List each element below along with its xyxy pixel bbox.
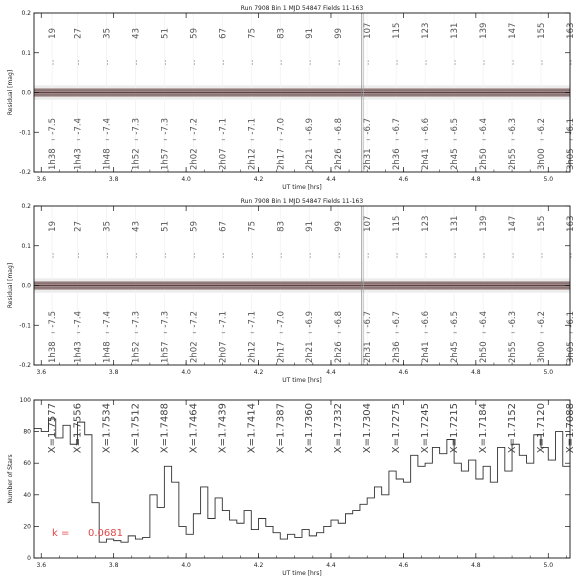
ra-label: 2h45 [450, 341, 461, 364]
dec-label: -7.2 [189, 117, 200, 135]
ra-label: 2h21 [305, 148, 316, 171]
dec-label: -6.8 [334, 310, 345, 328]
field-label-separator: : [77, 57, 80, 67]
airmass-label: X=1.7577 [47, 403, 59, 454]
x-tick-label: 5.0 [543, 369, 554, 376]
field-label: 59 [189, 221, 200, 232]
field-label-separator: : [51, 250, 55, 260]
ra-label: 2h17 [276, 341, 287, 364]
field-label-separator: : [395, 250, 399, 260]
field-label: 147 [508, 215, 519, 232]
x-tick-label: 3.8 [108, 562, 119, 569]
field-label: 19 [48, 221, 59, 232]
ra-label: 3h05 [566, 148, 576, 171]
ra-dec-separator: – [163, 135, 168, 145]
dec-label: -7.4 [73, 117, 84, 135]
y-tick-label: 0.1 [21, 49, 31, 57]
ra-label: 2h07 [218, 148, 229, 171]
field-label-separator: : [511, 250, 515, 260]
dec-label: -6.9 [305, 310, 316, 328]
y-tick-label: 40 [23, 491, 31, 499]
airmass-label: X=1.7387 [275, 403, 287, 454]
dec-label: -7.1 [218, 117, 229, 135]
ra-dec-separator: – [453, 328, 458, 338]
ra-label: 2h31 [363, 148, 374, 171]
y-axis-label: Residual [mag] [7, 262, 14, 309]
field-label: 27 [73, 221, 84, 232]
airmass-label: X=1.7332 [333, 403, 345, 454]
ra-label: 1h38 [48, 148, 59, 171]
chart-panel-2 [7, 198, 576, 384]
dec-label: -6.5 [450, 117, 461, 135]
x-tick-label: 5.0 [543, 176, 554, 183]
field-label: 131 [450, 22, 461, 39]
ra-label: 2h36 [392, 341, 403, 364]
ra-label: 2h31 [363, 341, 374, 364]
ra-label: 1h43 [73, 148, 84, 171]
airmass-label: X=1.7275 [391, 403, 403, 454]
field-label-separator: : [221, 57, 225, 67]
y-tick-label: 60 [23, 460, 31, 468]
dec-label: -6.7 [363, 310, 374, 328]
ra-dec-separator: – [51, 135, 56, 145]
ra-label: 2h55 [508, 148, 519, 171]
dec-label: -7.3 [131, 310, 142, 328]
dec-label: -7.1 [247, 310, 258, 328]
field-label-separator: : [424, 250, 428, 260]
chart-panel-1 [7, 5, 576, 191]
ra-dec-separator: – [76, 328, 81, 338]
ra-label: 2h50 [479, 341, 490, 364]
field-label-separator: : [51, 57, 55, 67]
field-label-separator: : [164, 57, 167, 67]
x-tick-label: 3.6 [36, 369, 47, 376]
star-count-series [34, 419, 570, 542]
field-label-separator: : [453, 57, 457, 67]
x-tick-label: 4.6 [398, 369, 409, 376]
field-label-separator: : [453, 250, 457, 260]
ra-dec-separator: – [105, 328, 110, 338]
dec-label: -6.1 [566, 117, 576, 135]
dec-label: -6.3 [508, 310, 519, 328]
ra-dec-separator: – [453, 135, 458, 145]
field-label: 35 [102, 221, 113, 232]
x-tick-label: 4.8 [471, 176, 481, 183]
field-label: 131 [450, 215, 461, 232]
y-tick-label: -0.2 [19, 169, 31, 176]
y-tick-label: -0.1 [19, 129, 31, 137]
y-tick-label: 0.0 [21, 282, 31, 290]
x-tick-label: 4.0 [181, 369, 191, 376]
ra-dec-separator: – [366, 328, 371, 338]
ra-dec-separator: – [569, 328, 573, 338]
dec-label: -7.3 [160, 117, 171, 135]
dec-label: -7.4 [102, 117, 113, 135]
ra-dec-separator: – [308, 135, 313, 145]
dec-label: -6.2 [537, 117, 548, 135]
ra-dec-separator: – [482, 328, 487, 338]
ra-dec-separator: – [250, 135, 255, 145]
ra-dec-separator: – [279, 328, 284, 338]
field-label: 59 [189, 28, 200, 39]
ra-dec-separator: – [395, 328, 400, 338]
x-tick-label: 4.2 [253, 369, 264, 376]
y-tick-label: 0.0 [21, 89, 31, 97]
dec-label: -6.1 [566, 310, 576, 328]
ra-label: 2h02 [189, 341, 200, 364]
field-label-separator: : [366, 57, 370, 67]
x-tick-label: 4.6 [398, 176, 409, 183]
ra-label: 2h55 [508, 341, 519, 364]
field-label: 75 [247, 28, 258, 39]
x-tick-label: 4.2 [253, 562, 264, 569]
dec-label: -6.6 [421, 310, 432, 328]
field-label: 43 [131, 221, 142, 232]
ra-dec-separator: – [395, 135, 400, 145]
field-label: 139 [479, 215, 490, 232]
field-label: 91 [305, 28, 316, 39]
field-label: 107 [363, 215, 374, 232]
y-tick-label: 20 [23, 523, 31, 531]
y-tick-label: 0.2 [21, 10, 31, 17]
field-label: 27 [73, 28, 84, 39]
ra-dec-separator: – [192, 135, 197, 145]
x-tick-label: 3.6 [36, 176, 47, 183]
field-label: 51 [160, 221, 171, 232]
dec-label: -7.5 [48, 117, 59, 135]
ra-dec-separator: – [134, 328, 139, 338]
y-axis-label: Residual [mag] [7, 69, 14, 116]
airmass-label: X=1.7120 [536, 403, 548, 454]
ra-dec-separator: – [540, 328, 545, 338]
field-label: 123 [421, 22, 432, 39]
ra-dec-separator: – [279, 135, 284, 145]
field-label-separator: : [221, 250, 225, 260]
dec-label: -7.1 [218, 310, 229, 328]
ra-dec-separator: – [482, 135, 487, 145]
airmass-label: X=1.7304 [362, 403, 374, 454]
airmass-label: X=1.7184 [478, 403, 490, 454]
dec-label: -7.4 [73, 310, 84, 328]
field-label-separator: : [135, 57, 138, 67]
field-label-separator: : [279, 57, 283, 67]
ra-label: 2h02 [189, 148, 200, 171]
field-label: 99 [334, 28, 345, 39]
dec-label: -6.5 [450, 310, 461, 328]
field-label-separator: : [337, 250, 341, 260]
ra-label: 2h26 [334, 148, 345, 171]
field-label: 139 [479, 22, 490, 39]
field-label-separator: : [192, 57, 196, 67]
ra-label: 2h45 [450, 148, 461, 171]
ra-dec-separator: – [511, 135, 516, 145]
field-label: 115 [392, 215, 403, 232]
field-label-separator: : [395, 57, 399, 67]
dec-label: -7.0 [276, 117, 287, 135]
x-tick-label: 3.8 [108, 176, 119, 183]
field-label-separator: : [279, 250, 283, 260]
ra-label: 2h41 [421, 148, 432, 171]
ra-label: 1h52 [131, 148, 142, 171]
x-tick-label: 4.0 [181, 176, 191, 183]
x-tick-label: 3.8 [108, 369, 119, 376]
dec-label: -6.8 [334, 117, 345, 135]
dec-label: -7.3 [131, 117, 142, 135]
field-label-separator: : [366, 250, 370, 260]
field-label-separator: : [540, 57, 544, 67]
field-label: 163 [566, 215, 576, 232]
field-label-separator: : [337, 57, 341, 67]
field-label-separator: : [192, 250, 196, 260]
field-label: 75 [247, 221, 258, 232]
field-label: 123 [421, 215, 432, 232]
field-label: 99 [334, 221, 345, 232]
field-label: 163 [566, 22, 576, 39]
field-label: 83 [276, 221, 287, 232]
field-label: 155 [537, 22, 548, 39]
dec-label: -7.3 [160, 310, 171, 328]
field-label-separator: : [569, 57, 573, 67]
field-label: 115 [392, 22, 403, 39]
airmass-label: X=1.7512 [130, 403, 142, 454]
dec-label: -6.2 [537, 310, 548, 328]
dec-label: -7.5 [48, 310, 59, 328]
ra-dec-separator: – [569, 135, 573, 145]
ra-label: 1h57 [160, 341, 171, 364]
field-label-separator: : [106, 250, 109, 260]
x-axis-label: UT time [hrs] [282, 184, 322, 191]
airmass-label: X=1.7534 [101, 403, 113, 454]
dec-label: -6.4 [479, 310, 490, 328]
chart-title: Run 7908 Bin 1 MJD 54847 Fields 11-163 [240, 5, 364, 12]
field-label-separator: : [424, 57, 428, 67]
airmass-label: X=1.7088 [565, 403, 576, 454]
y-tick-label: -0.2 [19, 362, 31, 369]
field-label-separator: : [308, 57, 312, 67]
dec-label: -7.1 [247, 117, 258, 135]
ra-dec-separator: – [424, 328, 429, 338]
field-label: 91 [305, 221, 316, 232]
x-tick-label: 5.0 [543, 562, 554, 569]
field-label-separator: : [250, 57, 254, 67]
field-label: 19 [48, 28, 59, 39]
ra-dec-separator: – [134, 135, 139, 145]
y-tick-label: -0.1 [19, 322, 31, 330]
field-label: 51 [160, 28, 171, 39]
dec-label: -6.9 [305, 117, 316, 135]
x-tick-label: 4.6 [398, 562, 409, 569]
ra-label: 1h48 [102, 148, 113, 171]
x-tick-label: 3.6 [36, 562, 47, 569]
field-label: 67 [218, 221, 229, 232]
x-axis-label: UT time [hrs] [282, 377, 322, 384]
ra-dec-separator: – [76, 135, 81, 145]
ra-dec-separator: – [163, 328, 168, 338]
y-tick-label: 0.1 [21, 242, 31, 250]
airmass-label: X=1.7245 [420, 403, 432, 454]
ra-label: 1h48 [102, 341, 113, 364]
x-axis-label: UT time [hrs] [282, 570, 322, 576]
ra-dec-separator: – [424, 135, 429, 145]
airmass-label: X=1.7414 [246, 403, 258, 454]
ra-label: 1h43 [73, 341, 84, 364]
ra-dec-separator: – [366, 135, 371, 145]
ra-label: 1h57 [160, 148, 171, 171]
field-label: 43 [131, 28, 142, 39]
ra-label: 3h00 [537, 148, 548, 171]
dec-label: -7.4 [102, 310, 113, 328]
field-label-separator: : [569, 250, 573, 260]
ra-label: 2h36 [392, 148, 403, 171]
ra-label: 2h12 [247, 148, 258, 171]
field-label: 155 [537, 215, 548, 232]
ra-dec-separator: – [337, 328, 342, 338]
ra-dec-separator: – [511, 328, 516, 338]
field-label-separator: : [106, 57, 109, 67]
field-label-separator: : [540, 250, 544, 260]
field-label-separator: : [482, 250, 486, 260]
field-label: 147 [508, 22, 519, 39]
ra-label: 2h50 [479, 148, 490, 171]
ra-label: 2h07 [218, 341, 229, 364]
ra-dec-separator: – [250, 328, 255, 338]
airmass-label: X=1.7488 [159, 403, 171, 454]
ra-dec-separator: – [221, 328, 226, 338]
dec-label: -6.7 [363, 117, 374, 135]
ra-label: 2h17 [276, 148, 287, 171]
ra-dec-separator: – [192, 328, 197, 338]
chart-title: Run 7908 Bin 1 MJD 54847 Fields 11-163 [240, 198, 364, 205]
airmass-label: X=1.7556 [72, 403, 84, 454]
dec-label: -6.7 [392, 117, 403, 135]
ra-dec-separator: – [308, 328, 313, 338]
airmass-label: X=1.7152 [507, 403, 519, 454]
x-tick-label: 4.0 [181, 562, 191, 569]
dec-label: -7.2 [189, 310, 200, 328]
y-tick-label: 100 [19, 397, 31, 404]
ra-label: 1h52 [131, 341, 142, 364]
field-label-separator: : [482, 57, 486, 67]
airmass-label: X=1.7439 [217, 403, 229, 454]
dec-label: -6.6 [421, 117, 432, 135]
ra-dec-separator: – [337, 135, 342, 145]
y-tick-label: 0 [27, 555, 31, 562]
field-label-separator: : [511, 57, 515, 67]
ra-dec-separator: – [221, 135, 226, 145]
field-label: 67 [218, 28, 229, 39]
dec-label: -7.0 [276, 310, 287, 328]
field-label-separator: : [77, 250, 80, 260]
ra-label: 3h00 [537, 341, 548, 364]
field-label-separator: : [135, 250, 138, 260]
dec-label: -6.7 [392, 310, 403, 328]
x-tick-label: 4.4 [326, 562, 336, 569]
y-tick-label: 80 [23, 428, 31, 436]
airmass-label: X=1.7360 [304, 403, 316, 454]
ra-label: 2h12 [247, 341, 258, 364]
dec-label: -6.3 [508, 117, 519, 135]
ra-dec-separator: – [51, 328, 56, 338]
field-label-separator: : [164, 250, 167, 260]
airmass-label: X=1.7215 [449, 403, 461, 454]
airmass-label: X=1.7464 [188, 403, 200, 454]
ra-dec-separator: – [105, 135, 110, 145]
ra-label: 2h26 [334, 341, 345, 364]
x-tick-label: 4.2 [253, 176, 264, 183]
ra-dec-separator: – [540, 135, 545, 145]
field-label: 83 [276, 28, 287, 39]
y-axis-label: Number of Stars [7, 454, 14, 504]
x-tick-label: 4.8 [471, 369, 481, 376]
dec-label: -6.4 [479, 117, 490, 135]
x-tick-label: 4.8 [471, 562, 481, 569]
ra-label: 3h05 [566, 341, 576, 364]
field-label-separator: : [250, 250, 254, 260]
ra-label: 1h38 [48, 341, 59, 364]
field-label: 35 [102, 28, 113, 39]
ra-label: 2h41 [421, 341, 432, 364]
chart-panel-3 [7, 397, 576, 576]
extinction-value: 0.0681 [88, 527, 123, 539]
field-label: 107 [363, 22, 374, 39]
field-label-separator: : [308, 250, 312, 260]
ra-label: 2h21 [305, 341, 316, 364]
x-tick-label: 4.4 [326, 369, 336, 376]
x-tick-label: 4.4 [326, 176, 336, 183]
extinction-label: k = [52, 527, 70, 539]
y-tick-label: 0.2 [21, 203, 31, 210]
